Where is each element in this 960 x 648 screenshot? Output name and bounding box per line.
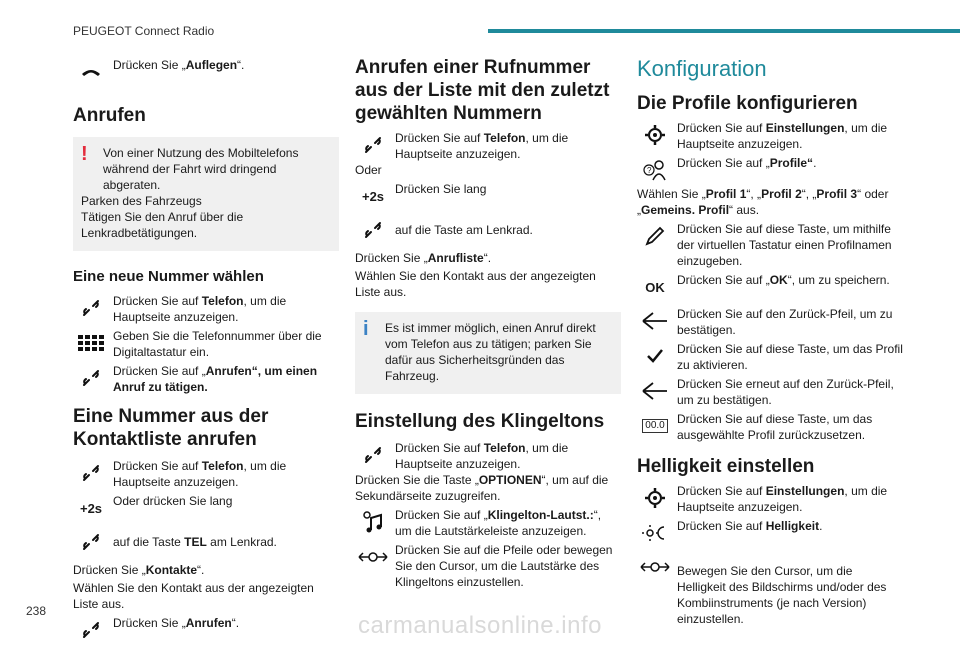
- step-text: Wählen Sie den Kontakt aus der angezeigten Liste aus.: [73, 581, 314, 611]
- step-text: Drücken Sie auf diese Taste, um das ausgewählte Profil zurückzusetzen.: [677, 412, 873, 442]
- phone-icon: [355, 439, 391, 471]
- ringtone-icon: [355, 506, 391, 538]
- back-arrow-icon: [637, 305, 673, 337]
- step-text: Drücken Sie auf „OK“, um zu speichern.: [677, 273, 890, 287]
- step-text: Drücken Sie auf Einstellungen, um die Hauptseite anzuzeigen.: [677, 121, 888, 151]
- warning-text-3: Tätigen Sie den Anruf über die Lenkradbetätigungen.: [81, 210, 244, 240]
- column-right: [637, 56, 903, 629]
- heading-konfiguration: Konfiguration: [637, 56, 767, 81]
- step-text: Geben Sie die Telefonnummer über die Digitaltastatur ein.: [113, 329, 322, 359]
- step-text: Bewegen Sie den Cursor, um die Helligkeit des Bildschirms und/oder des Kombiinstruments (je nach Version) einzustellen.: [677, 564, 887, 626]
- heading-kontaktliste: Eine Nummer aus der Kontaktliste anrufen: [73, 406, 269, 450]
- pencil-icon: [637, 220, 673, 252]
- warning-icon: !: [81, 143, 88, 165]
- info-text: Es ist immer möglich, einen Anruf direkt vom Telefon aus zu tätigen; parken Sie dafür aus Sicherheitsgründen das Fahrzeug.: [385, 321, 596, 383]
- step-text: Drücken Sie auf Telefon, um die Hauptseite anzuzeigen.: [395, 441, 569, 471]
- phone-icon: [73, 526, 109, 558]
- checkmark-icon: [637, 340, 673, 372]
- page-number: 238: [26, 604, 47, 618]
- info-box: [355, 312, 621, 394]
- step-text: Drücken Sie „Anrufen“.: [113, 616, 240, 630]
- running-header: PEUGEOT Connect Radio: [73, 24, 215, 38]
- step-text: Drücken Sie auf Telefon, um die Hauptseite anzuzeigen.: [113, 459, 287, 489]
- warning-box: [73, 137, 339, 251]
- hangup-icon: [73, 56, 109, 88]
- phone-icon: [73, 362, 109, 394]
- info-icon: i: [363, 318, 369, 340]
- step-text: Drücken Sie auf „Klingelton-Lautst.:“, um die Lautstärkeleiste anzuzeigen.: [395, 508, 602, 538]
- phone-icon: [73, 292, 109, 324]
- step-text: Drücken Sie auf die Pfeile oder bewegen Sie den Cursor, um die Lautstärke des Klingeltons einzustellen.: [395, 543, 613, 589]
- step-text: Oder: [355, 163, 382, 177]
- watermark: carmanualsonline.info: [358, 612, 602, 639]
- step-text: Drücken Sie auf Helligkeit.: [677, 519, 823, 533]
- gear-icon: [637, 119, 673, 151]
- step-text: Drücken Sie „Kontakte“.: [73, 563, 205, 577]
- step-text: auf die Taste TEL am Lenkrad.: [113, 535, 277, 549]
- step-text: Drücken Sie erneut auf den Zurück-Pfeil, um zu bestätigen.: [677, 377, 894, 407]
- header-accent-bar: [488, 29, 960, 33]
- heading-anrufen: Anrufen: [73, 105, 146, 126]
- column-middle: [355, 56, 621, 592]
- heading-zuletzt: Anrufen einer Rufnummer aus der Liste mit den zuletzt gewählten Nummern: [355, 57, 610, 124]
- step-text: Wählen Sie „Profil 1“, „Profil 2“, „Profil 3“ oder „Gemeins. Profil“ aus.: [637, 187, 889, 217]
- long-press-icon: +2s: [361, 188, 385, 204]
- slider-icon: [637, 551, 673, 583]
- heading-helligkeit: Helligkeit einstellen: [637, 456, 815, 477]
- step-text: Drücken Sie auf Telefon, um die Hauptseite anzuzeigen.: [395, 131, 569, 161]
- slider-icon: [355, 541, 391, 573]
- step-text: Wählen Sie den Kontakt aus der angezeigten Liste aus.: [355, 269, 596, 299]
- profile-icon: [637, 154, 673, 186]
- ok-icon: OK: [645, 279, 665, 295]
- hangup-step: Drücken Sie „Auflegen“.: [113, 58, 245, 72]
- heading-neue-nummer: Eine neue Nummer wählen: [73, 268, 264, 285]
- heading-klingelton: Einstellung des Klingeltons: [355, 411, 605, 432]
- step-text: Drücken Sie auf „Profile“.: [677, 156, 817, 170]
- step-text: Oder drücken Sie lang: [113, 494, 233, 508]
- gear-icon: [637, 482, 673, 514]
- reset-icon: 00.0: [637, 410, 673, 442]
- phone-icon: [73, 457, 109, 489]
- warning-text-2: Parken des Fahrzeugs: [81, 194, 202, 208]
- step-text: Drücken Sie auf diese Taste, um das Profil zu aktivieren.: [677, 342, 903, 372]
- brightness-icon: [637, 517, 673, 549]
- step-text: Drücken Sie die Taste „OPTIONEN“, um auf die Sekundärseite zuzugreifen.: [355, 473, 609, 503]
- step-text: Drücken Sie auf den Zurück-Pfeil, um zu bestätigen.: [677, 307, 893, 337]
- long-press-icon: +2s: [79, 500, 103, 516]
- step-text: auf die Taste am Lenkrad.: [395, 223, 533, 237]
- step-text: Drücken Sie auf Telefon, um die Hauptseite anzuzeigen.: [113, 294, 287, 324]
- back-arrow-icon: [637, 375, 673, 407]
- phone-icon: [355, 214, 391, 246]
- step-text: Drücken Sie lang: [395, 182, 487, 196]
- step-text: Drücken Sie auf „Anrufen“, um einen Anruf zu tätigen.: [113, 364, 318, 394]
- step-text: Drücken Sie „Anrufliste“.: [355, 251, 492, 265]
- keypad-icon: [73, 327, 109, 359]
- step-text: Drücken Sie auf Einstellungen, um die Hauptseite anzuzeigen.: [677, 484, 888, 514]
- svg-text:?: ?: [647, 166, 652, 175]
- heading-profile: Die Profile konfigurieren: [637, 93, 858, 114]
- column-left: [73, 56, 339, 648]
- phone-icon: [355, 129, 391, 161]
- warning-text-1: Von einer Nutzung des Mobiltelefons während der Fahrt wird dringend abgeraten.: [103, 146, 299, 192]
- step-text: Drücken Sie auf diese Taste, um mithilfe der virtuellen Tastatur einen Profilnamen einzugeben.: [677, 222, 892, 268]
